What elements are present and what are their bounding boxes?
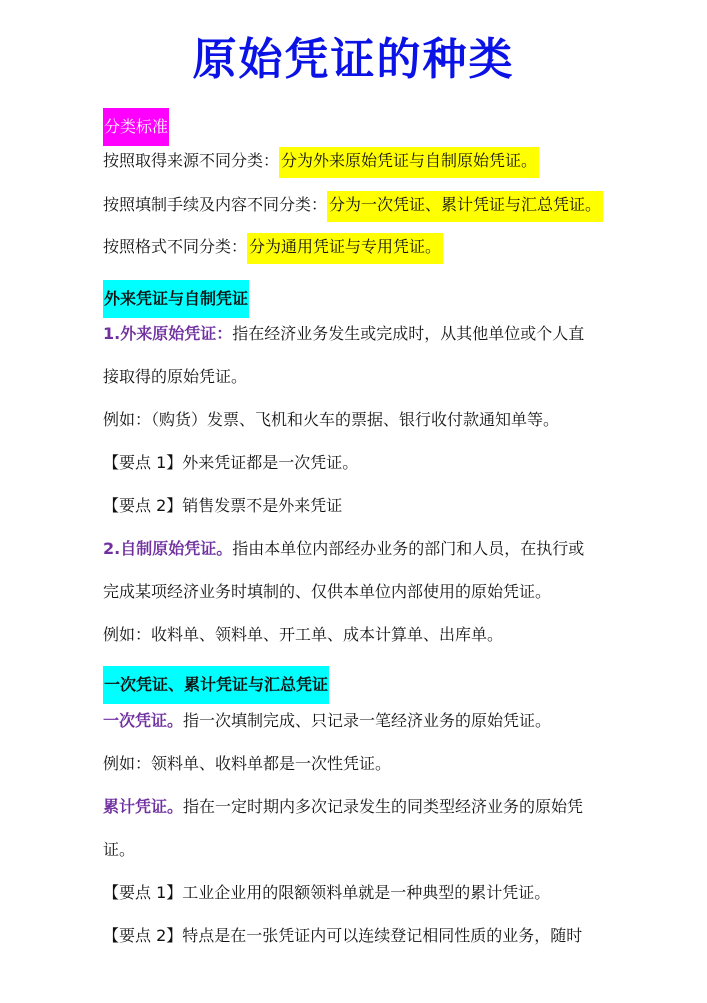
- internal-voucher-example: 例如：收料单、领料单、开工单、成本计算单、出库单。: [103, 625, 504, 644]
- one-time-voucher-line: [103, 710, 551, 732]
- external-voucher-point1: 【要点 1】外来凭证都是一次凭证。: [103, 453, 359, 472]
- classification-item-source: [103, 150, 539, 172]
- internal-voucher-term: 2.自制原始凭证。: [103, 539, 233, 558]
- section2-heading-row: [103, 666, 329, 704]
- classification-heading: 分类标准: [103, 108, 169, 146]
- classification-item-prefix: 按照格式不同分类：: [103, 237, 248, 256]
- classification-item-procedure: [103, 194, 603, 216]
- section2-heading: 一次凭证、累计凭证与汇总凭证: [103, 666, 329, 704]
- external-voucher-line1: [103, 323, 584, 345]
- internal-voucher-line1: [103, 538, 584, 560]
- one-time-voucher-term: 一次凭证。: [103, 711, 184, 730]
- internal-voucher-text: 指由本单位内部经办业务的部门和人员，在执行或: [232, 539, 585, 558]
- external-voucher-example: 例如：（购货）发票、飞机和火车的票据、银行收付款通知单等。: [103, 410, 560, 429]
- cumulative-voucher-text: 指在一定时期内多次记录发生的同类型经济业务的原始凭: [183, 797, 584, 816]
- classification-item-prefix: 按照填制手续及内容不同分类：: [103, 195, 328, 214]
- internal-voucher-line2: 完成某项经济业务时填制的、仅供本单位内部使用的原始凭证。: [103, 582, 552, 601]
- external-voucher-text: 指在经济业务发生或完成时，从其他单位或个人直: [232, 324, 585, 343]
- classification-item-highlight: 分为通用凭证与专用凭证。: [247, 233, 443, 264]
- classification-item-highlight: 分为一次凭证、累计凭证与汇总凭证。: [327, 191, 603, 222]
- cumulative-voucher-point2: 【要点 2】特点是在一张凭证内可以连续登记相同性质的业务，随时: [103, 926, 583, 945]
- page-title: 原始凭证的种类: [192, 34, 515, 85]
- cumulative-voucher-point1: 【要点 1】工业企业用的限额领料单就是一种典型的累计凭证。: [103, 883, 551, 902]
- external-voucher-term: 1.外来原始凭证：: [103, 324, 233, 343]
- section1-heading: 外来凭证与自制凭证: [103, 280, 249, 318]
- classification-heading-row: [103, 108, 169, 146]
- cumulative-voucher-term: 累计凭证。: [103, 797, 184, 816]
- one-time-voucher-text: 指一次填制完成、只记录一笔经济业务的原始凭证。: [183, 711, 552, 730]
- cumulative-voucher-line2: 证。: [103, 840, 136, 859]
- classification-item-prefix: 按照取得来源不同分类：: [103, 151, 280, 170]
- cumulative-voucher-line1: [103, 796, 583, 818]
- external-voucher-line2: 接取得的原始凭证。: [103, 367, 248, 386]
- one-time-voucher-example: 例如：领料单、收料单都是一次性凭证。: [103, 754, 392, 773]
- classification-item-format: [103, 236, 443, 258]
- external-voucher-point2: 【要点 2】销售发票不是外来凭证: [103, 496, 343, 515]
- classification-item-highlight: 分为外来原始凭证与自制原始凭证。: [279, 147, 539, 178]
- section1-heading-row: [103, 280, 249, 318]
